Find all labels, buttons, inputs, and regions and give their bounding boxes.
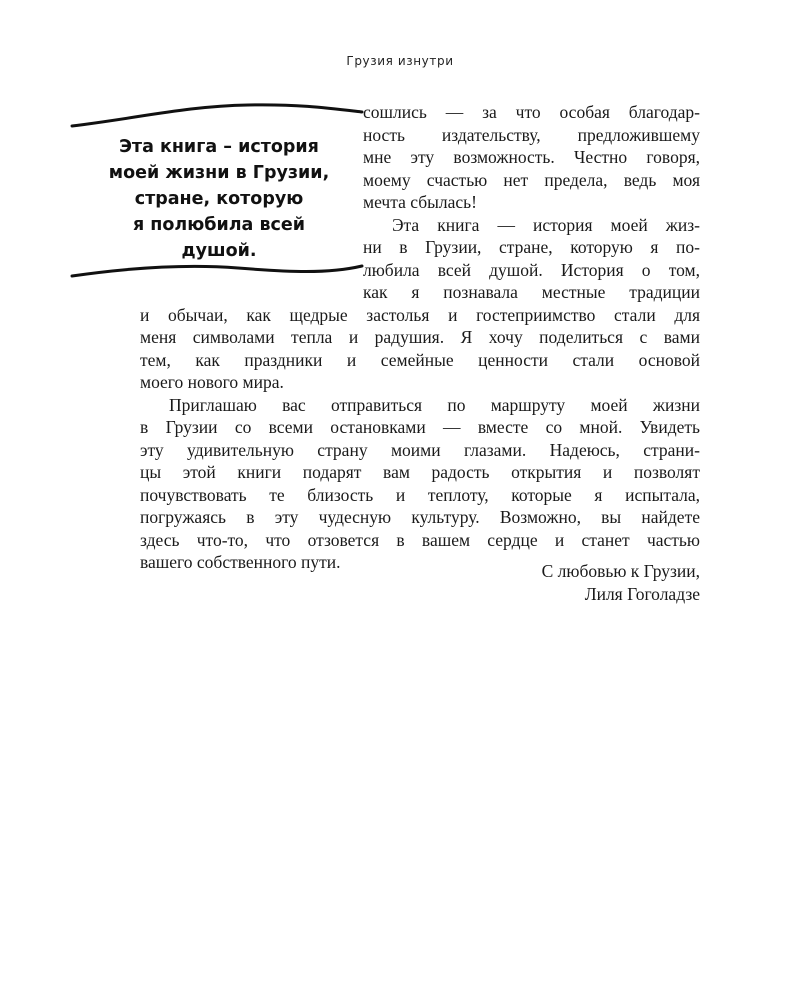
text-line: меня символами тепла и радушия. Я хочу поделиться с вами	[140, 327, 700, 347]
text-line: как я познавала местные традиции	[363, 282, 700, 302]
text-line: моего нового мира.	[140, 372, 284, 392]
text-line: и обычаи, как щедрые застолья и гостеприимство стали для	[140, 304, 700, 325]
running-head: Грузия изнутри	[346, 54, 454, 68]
signature-name: Лиля Гоголадзе	[584, 583, 700, 604]
pullquote-line: Эта книга – история	[119, 137, 319, 157]
text-line: ность издательству, предложившему	[363, 124, 700, 145]
text-line: цы этой книги подарят вам радость открытия и позволят	[140, 462, 700, 482]
text-line: Приглашаю вас отправиться по маршруту моей жизни	[169, 394, 700, 415]
signature-closing: С любовью к Грузии,	[541, 561, 700, 581]
text-line: мечта сбылась!	[363, 192, 477, 212]
text-line: вашего собственного пути.	[140, 552, 341, 572]
pullquote-bottom-wave	[68, 258, 366, 288]
text-line: здесь что-то, что отзовется в вашем сердце и станет частью	[140, 529, 700, 550]
pullquote-top-wave	[68, 100, 366, 130]
pullquote	[68, 100, 366, 286]
text-line: эту удивительную страну моими глазами. Надеюсь, страни-	[140, 439, 700, 460]
text-line: тем, как праздники и семейные ценности стали основой	[140, 349, 700, 370]
pullquote-line: моей жизни в Грузии,	[108, 163, 330, 183]
pullquote-line: душой.	[181, 241, 257, 261]
text-line: мне эту возможность. Честно говоря,	[363, 147, 700, 167]
pullquote-line: стране, которую	[134, 189, 304, 209]
text-line: ни в Грузии, стране, которую я по-	[363, 237, 700, 257]
text-line: погружаясь в эту чудесную культуру. Возможно, вы найдете	[140, 507, 700, 527]
pullquote-text	[88, 134, 350, 264]
text-line: моему счастью нет предела, ведь моя	[363, 169, 700, 190]
text-line: любила всей душой. История о том,	[363, 259, 700, 280]
text-line: почувствовать те близость и теплоту, которые я испытала,	[140, 484, 700, 505]
text-line: в Грузии со всеми остановками — вместе со мной. Увидеть	[140, 417, 700, 437]
pullquote-line: я полюбила всей	[132, 215, 306, 235]
text-line: Эта книга — история моей жиз-	[392, 214, 700, 235]
text-line: сошлись — за что особая благодар-	[363, 102, 700, 122]
